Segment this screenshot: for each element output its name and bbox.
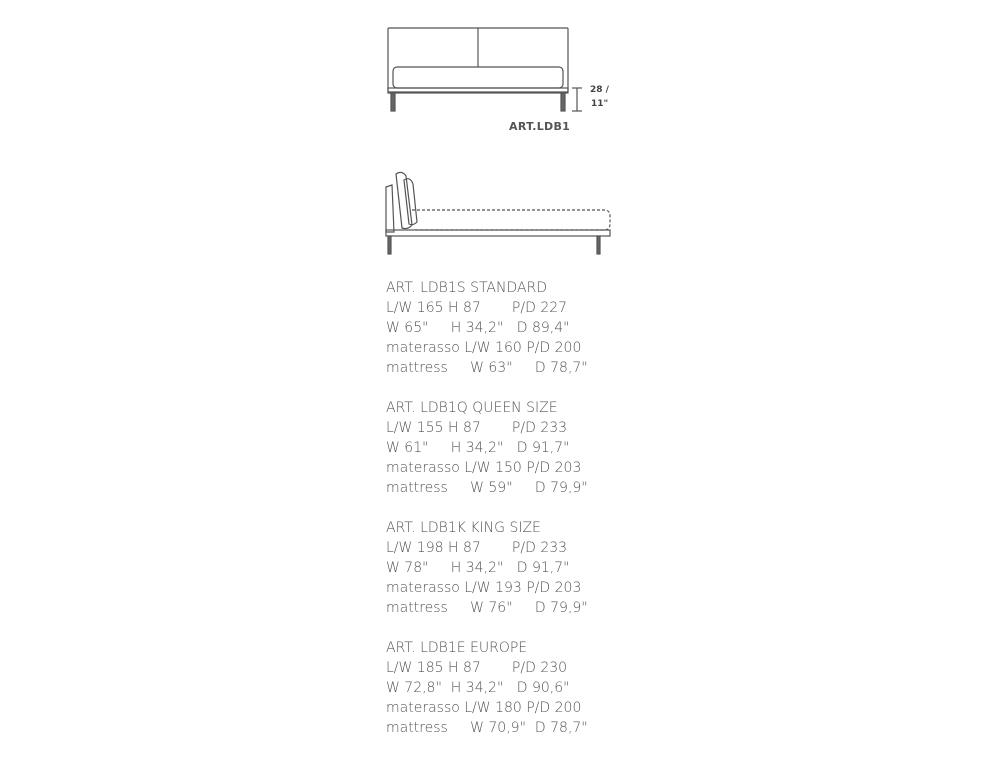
variant-imperial: W 72,8" H 34,2" D 90,6" (386, 680, 570, 696)
height-dim-top: 28 / (590, 85, 609, 95)
pillow-front (404, 179, 417, 225)
variant-mattress-metric: materasso L/W 150 P/D 203 (386, 460, 582, 476)
side-view-drawing (386, 172, 610, 254)
variant-metric: L/W 165 H 87 P/D 227 (386, 300, 568, 316)
variant-king (386, 518, 588, 618)
side-leg-left (388, 236, 391, 254)
variant-standard (386, 278, 588, 378)
variant-metric: L/W 185 H 87 P/D 230 (386, 660, 568, 676)
variant-title: ART. LDB1Q QUEEN SIZE (386, 400, 558, 416)
variant-europe (386, 638, 588, 738)
mattress-dashed (412, 210, 610, 230)
side-frame (386, 230, 610, 236)
variant-queen (386, 398, 588, 498)
variant-mattress-imperial: mattress W 63" D 78,7" (386, 360, 588, 376)
variant-title: ART. LDB1K KING SIZE (386, 520, 541, 536)
art-label: ART.LDB1 (509, 120, 571, 133)
leg-left (391, 93, 395, 111)
variant-imperial: W 61" H 34,2" D 91,7" (386, 440, 570, 456)
variant-mattress-metric: materasso L/W 193 P/D 203 (386, 580, 582, 596)
height-dim-bottom: 11" (591, 99, 609, 109)
variant-mattress-imperial: mattress W 59" D 79,9" (386, 480, 588, 496)
spec-list (386, 278, 588, 758)
variant-imperial: W 78" H 34,2" D 91,7" (386, 560, 570, 576)
variant-metric: L/W 198 H 87 P/D 233 (386, 540, 568, 556)
variant-mattress-imperial: mattress W 76" D 79,9" (386, 600, 588, 616)
variant-mattress-metric: materasso L/W 180 P/D 200 (386, 700, 582, 716)
variant-title: ART. LDB1E EUROPE (386, 640, 528, 656)
back-panel (386, 185, 394, 232)
variant-title: ART. LDB1S STANDARD (386, 280, 548, 296)
leg-right (561, 93, 565, 111)
side-leg-right (597, 236, 600, 254)
variant-imperial: W 65" H 34,2" D 89,4" (386, 320, 570, 336)
variant-mattress-metric: materasso L/W 160 P/D 200 (386, 340, 582, 356)
variant-mattress-imperial: mattress W 70,9" D 78,7" (386, 720, 588, 736)
variant-metric: L/W 155 H 87 P/D 233 (386, 420, 568, 436)
mattress-outline (393, 67, 563, 88)
